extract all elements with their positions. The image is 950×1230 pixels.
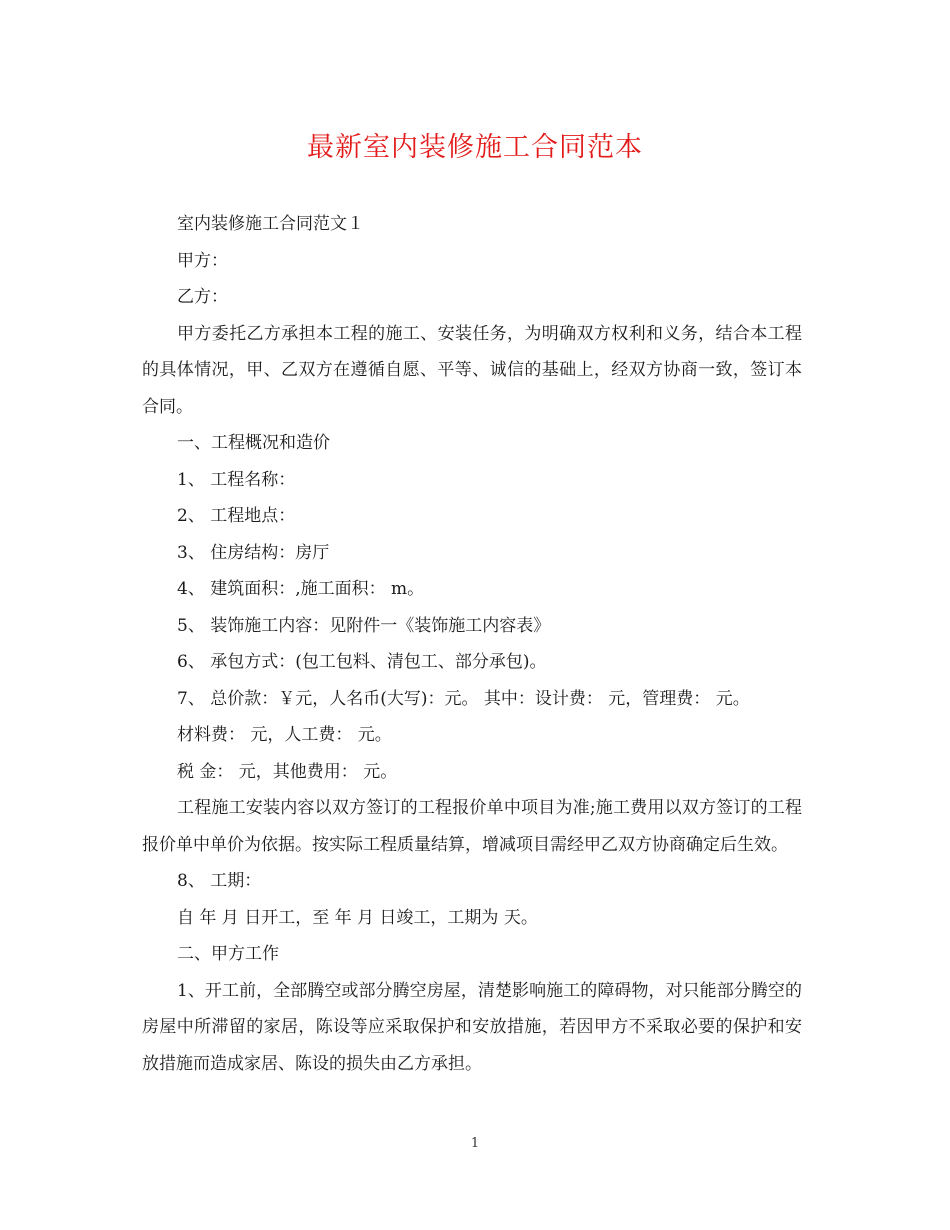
clause-decoration-content: 5、 装饰施工内容：见附件一《装饰施工内容表》 — [177, 615, 551, 636]
clause-project-name: 1、 工程名称： — [177, 469, 296, 490]
clause-duration-dates: 自 年 月 日开工，至 年 月 日竣工，工期为 天。 — [177, 907, 538, 928]
paragraph-pricing-basis: 工程施工安装内容以双方签订的工程报价单中项目为准;施工费用以双方签订的工程报价单中单价为依据。按实际工程质量结算，增减项目需经甲乙双方协商确定后生效。 — [142, 798, 802, 855]
clause-tax-other-fees: 税 金： 元，其他费用： 元。 — [177, 761, 398, 782]
clause-project-location: 2、 工程地点： — [177, 506, 296, 526]
clause-material-labor-fees: 材料费： 元，人工费： 元。 — [177, 725, 392, 745]
clause-duration: 8、 工期： — [177, 871, 262, 891]
page-number: 1 — [470, 1136, 480, 1151]
paragraph-party-a: 甲方： — [177, 250, 228, 271]
paragraph-party-b: 乙方： — [177, 287, 228, 307]
section-heading-party-a-work: 二、甲方工作 — [177, 944, 279, 964]
paragraph-heading-sample: 室内装修施工合同范文１ — [177, 214, 364, 234]
clause-total-price: 7、 总价款：￥元，人名币(大写)：元。 其中：设计费： 元，管理费： 元。 — [177, 688, 750, 709]
paragraph-preamble: 甲方委托乙方承担本工程的施工、安装任务，为明确双方权利和义务，结合本工程的具体情况，甲、乙双方在遵循自愿、平等、诚信的基础上，经双方协商一致，签订本合同。 — [142, 323, 802, 417]
document-title: 最新室内装修施工合同范本 — [307, 132, 643, 163]
clause-housing-structure: 3、 住房结构：房厅 — [177, 542, 330, 563]
clause-building-area: 4、 建筑面积：,施工面积： m。 — [177, 579, 425, 599]
document-body — [142, 206, 802, 1082]
clause-contract-method: 6、 承包方式：(包工包料、清包工、部分承包)。 — [177, 652, 547, 672]
clause-party-a-prep: 1、开工前，全部腾空或部分腾空房屋，清楚影响施工的障碍物，对只能部分腾空的房屋中所滞留的家居，陈设等应采取保护和安放措施，若因甲方不采取必要的保护和安放措施而造成家居、陈设的损失由乙方承担。 — [142, 980, 802, 1074]
section-heading-overview: 一、工程概况和造价 — [177, 433, 330, 453]
